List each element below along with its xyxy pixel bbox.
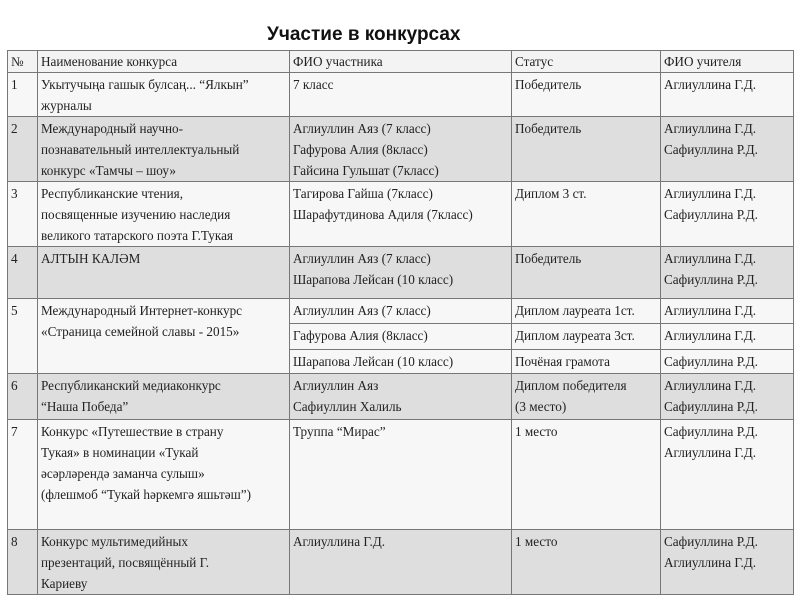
teacher-name-line: Сафиуллина Р.Д. (664, 354, 758, 369)
participant-name-line: 7 класс (293, 77, 334, 92)
contest-name (38, 299, 290, 374)
contest-name-line: Укытучыңа гашык булсаң... “Ялкын” (41, 77, 249, 92)
participant-name-line: Аглиуллина Г.Д. (293, 534, 386, 549)
participant-name (290, 299, 512, 324)
contest-name-line: конкурс «Тамчы – шоу» (41, 163, 176, 178)
teacher-name-line: Сафиуллина Р.Д. (664, 272, 758, 287)
participant-name (290, 324, 512, 350)
contest-name-line: әсәрләрендә заманча сулыш» (41, 466, 205, 481)
participant-name-line: Аглиуллин Аяз (293, 378, 379, 393)
status-value-line: Диплом победителя (515, 378, 627, 393)
row-number: 2 (8, 117, 38, 182)
table-row (8, 420, 794, 530)
teacher-name-line: Аглиуллина Г.Д. (664, 555, 757, 570)
contest-name-line: великого татарского поэта Г.Тукая (41, 228, 234, 243)
status-value (512, 182, 661, 247)
teacher-name-line: Аглиуллина Г.Д. (664, 77, 757, 92)
teacher-name-line: Сафиуллина Р.Д. (664, 142, 758, 157)
contest-name (38, 247, 290, 299)
status-value-line: 1 место (515, 424, 558, 439)
contests-table (7, 50, 794, 595)
teacher-name-line: Аглиуллина Г.Д. (664, 378, 757, 393)
table-row (8, 117, 794, 182)
contest-name-line: Республиканские чтения, (41, 186, 184, 201)
teacher-name (661, 324, 794, 350)
table-header-row (8, 51, 794, 73)
participant-name-line: Шарапова Лейсан (10 класс) (293, 272, 454, 287)
participant-name (290, 374, 512, 420)
teacher-name (661, 350, 794, 374)
status-value-line: Победитель (515, 77, 582, 92)
participant-name-line: Шарафутдинова Адиля (7класс) (293, 207, 473, 222)
participant-name-line: Тагирова Гайша (7класс) (293, 186, 433, 201)
participant-name-line: Аглиуллин Аяз (7 класс) (293, 303, 431, 318)
status-value (512, 420, 661, 530)
contest-name-line: Тукая» в номинации «Тукай (41, 445, 199, 460)
teacher-name-line: Аглиуллина Г.Д. (664, 445, 757, 460)
status-value-line: 1 место (515, 534, 558, 549)
status-value (512, 324, 661, 350)
teacher-name-line: Сафиуллина Р.Д. (664, 399, 758, 414)
contest-name-line: презентаций, посвящённый Г. (41, 555, 210, 570)
teacher-name (661, 374, 794, 420)
contest-name-line: Республиканский медиаконкурс (41, 378, 221, 393)
row-number: 1 (8, 73, 38, 117)
contest-name-line: «Страница семейной славы - 2015» (41, 324, 240, 339)
contest-name (38, 420, 290, 530)
status-value (512, 247, 661, 299)
table-row (8, 530, 794, 595)
contest-name (38, 73, 290, 117)
row-number: 7 (8, 420, 38, 530)
participant-name-line: Гафурова Алия (8класс) (293, 328, 428, 343)
participant-name-line: Шарапова Лейсан (10 класс) (293, 354, 454, 369)
teacher-name-line: Сафиуллина Р.Д. (664, 534, 758, 549)
participant-name-line: Гафурова Алия (8класс) (293, 142, 428, 157)
teacher-name (661, 182, 794, 247)
participant-name (290, 117, 512, 182)
table-row (8, 299, 794, 324)
participant-name-line: Сафиуллин Халиль (293, 399, 402, 414)
contest-name-line: “Наша Победа” (41, 399, 129, 414)
participant-name (290, 530, 512, 595)
teacher-name-line: Аглиуллина Г.Д. (664, 328, 757, 343)
column-header-status: Статус (512, 51, 661, 73)
contest-name (38, 374, 290, 420)
status-value (512, 530, 661, 595)
column-header-participant: ФИО участника (290, 51, 512, 73)
row-number: 6 (8, 374, 38, 420)
status-value (512, 73, 661, 117)
contest-name-line: (флешмоб “Тукай һәркемгә яшьтәш”) (41, 487, 252, 502)
row-number: 3 (8, 182, 38, 247)
teacher-name-line: Аглиуллина Г.Д. (664, 121, 757, 136)
participant-name (290, 247, 512, 299)
table-row (8, 247, 794, 299)
teacher-name (661, 299, 794, 324)
participant-name (290, 420, 512, 530)
contest-name-line: Конкурс мультимедийных (41, 534, 188, 549)
table-row (8, 73, 794, 117)
status-value (512, 117, 661, 182)
teacher-name-line: Аглиуллина Г.Д. (664, 186, 757, 201)
contest-name (38, 117, 290, 182)
participant-name (290, 73, 512, 117)
contest-name (38, 182, 290, 247)
teacher-name (661, 117, 794, 182)
teacher-name (661, 247, 794, 299)
contest-name-line: Международный Интернет-конкурс (41, 303, 243, 318)
participant-name (290, 182, 512, 247)
status-value (512, 350, 661, 374)
status-value-line: (3 место) (515, 399, 567, 414)
teacher-name (661, 530, 794, 595)
participant-name-line: Аглиуллин Аяз (7 класс) (293, 251, 431, 266)
contest-name-line: АЛТЫН КАЛӘМ (41, 251, 141, 266)
teacher-name-line: Аглиуллина Г.Д. (664, 303, 757, 318)
contest-name-line: Конкурс «Путешествие в страну (41, 424, 224, 439)
contest-name-line: Кариеву (41, 576, 88, 591)
teacher-name (661, 73, 794, 117)
status-value-line: Диплом 3 ст. (515, 186, 587, 201)
row-number: 4 (8, 247, 38, 299)
status-value (512, 374, 661, 420)
column-header-contest: Наименование конкурса (38, 51, 290, 73)
participant-name-line: Аглиуллин Аяз (7 класс) (293, 121, 431, 136)
column-header-number: № (8, 51, 38, 73)
teacher-name-line: Сафиуллина Р.Д. (664, 207, 758, 222)
contest-name-line: Международный научно- (41, 121, 184, 136)
row-number: 8 (8, 530, 38, 595)
status-value (512, 299, 661, 324)
status-value-line: Победитель (515, 251, 582, 266)
column-header-teacher: ФИО учителя (661, 51, 794, 73)
row-number: 5 (8, 299, 38, 374)
participant-name-line: Гайсина Гульшат (7класс) (293, 163, 439, 178)
status-value-line: Диплом лауреата 3ст. (515, 328, 635, 343)
status-value-line: Победитель (515, 121, 582, 136)
page-title: Участие в конкурсах (267, 24, 461, 45)
contest-name-line: познавательный интеллектуальный (41, 142, 240, 157)
contest-name-line: посвященные изучению наследия (41, 207, 231, 222)
table-row (8, 182, 794, 247)
contest-name-line: журналы (41, 98, 92, 113)
status-value-line: Диплом лауреата 1ст. (515, 303, 635, 318)
teacher-name-line: Сафиуллина Р.Д. (664, 424, 758, 439)
participant-name-line: Труппа “Мирас” (293, 424, 386, 439)
teacher-name-line: Аглиуллина Г.Д. (664, 251, 757, 266)
contest-name (38, 530, 290, 595)
teacher-name (661, 420, 794, 530)
status-value-line: Почёная грамота (515, 354, 610, 369)
table-row (8, 374, 794, 420)
participant-name (290, 350, 512, 374)
table-body (8, 73, 794, 595)
